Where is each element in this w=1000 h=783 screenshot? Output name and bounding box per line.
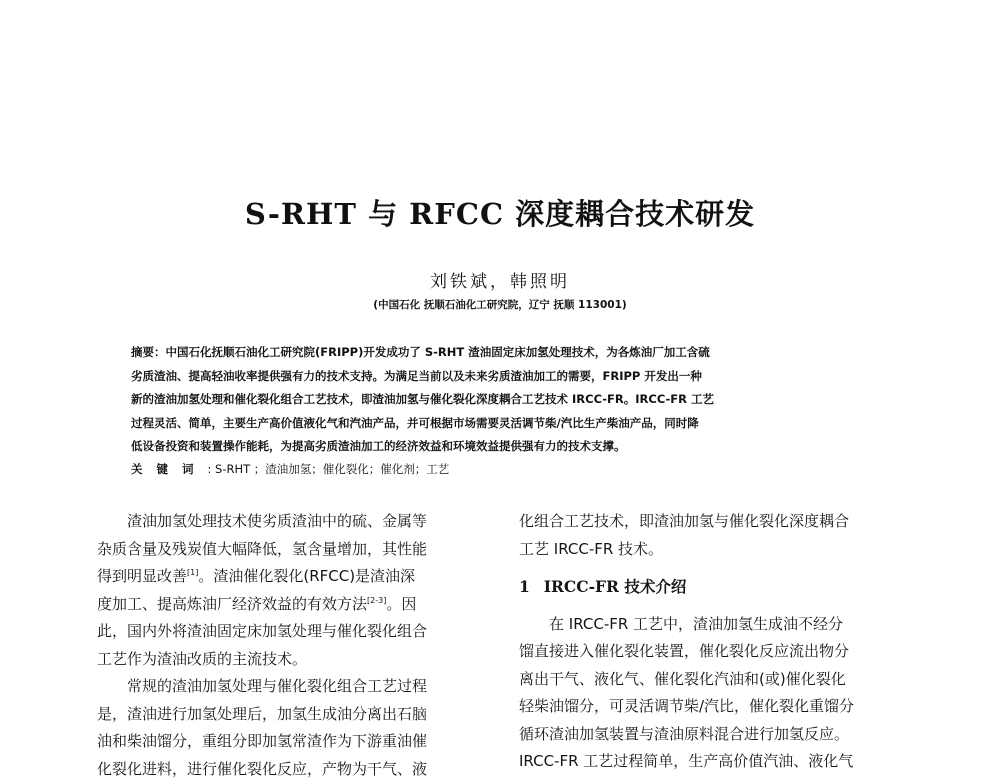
body-line: 在 IRCC-FR 工艺中，渣油加氢生成油不经分 xyxy=(519,611,909,639)
left-column xyxy=(97,508,481,783)
body-text: 。因 xyxy=(386,595,416,613)
authors: 刘铁斌，韩照明 xyxy=(0,267,1000,292)
body-line: 工艺 IRCC-FR 技术。 xyxy=(519,536,909,564)
body-text: 。渣油催化裂化(RFCC)是渣油深 xyxy=(198,567,415,585)
paper-title: S-RHT 与 RFCC 深度耦合技术研发 xyxy=(0,192,1000,233)
affiliation: (中国石化 抚顺石油化工研究院，辽宁 抚顺 113001) xyxy=(0,297,1000,312)
body-text: 度加工、提高炼油厂经济效益的有效方法 xyxy=(97,595,367,613)
section-heading xyxy=(519,573,909,601)
citation-ref: [2-3] xyxy=(367,596,386,605)
body-line: 循环渣油加氢装置与渣油原料混合进行加氢反应。 xyxy=(519,721,909,749)
abstract-line: 低设备投资和装置操作能耗，为提高劣质渣油加工的经济效益和环境效益提供强有力的技术支撑。 xyxy=(131,435,873,459)
keywords-label: 关键词 xyxy=(131,462,208,476)
section-number: 1 xyxy=(519,577,530,596)
body-line: 离出干气、液化气、催化裂化汽油和(或)催化裂化 xyxy=(519,666,909,694)
abstract-line: 新的渣油加氢处理和催化裂化组合工艺技术，即渣油加氢与催化裂化深度耦合工艺技术 IRCC-FR。IRCC-FR 工艺 xyxy=(131,388,873,412)
abstract xyxy=(131,341,873,459)
body-line: 化组合工艺技术，即渣油加氢与催化裂化深度耦合 xyxy=(519,508,909,536)
body-line: 渣油加氢处理技术使劣质渣油中的硫、金属等 xyxy=(97,508,481,536)
body-line xyxy=(97,563,481,591)
body-text: 得到明显改善 xyxy=(97,567,187,585)
section-title: IRCC-FR 技术介绍 xyxy=(544,577,687,596)
citation-ref: [1] xyxy=(187,568,198,577)
abstract-line: 劣质渣油、提高轻油收率提供强有力的技术支持。为满足当前以及未来劣质渣油加工的需要，FRIPP 开发出一种 xyxy=(131,365,873,389)
abstract-line: 摘要：中国石化抚顺石油化工研究院(FRIPP)开发成功了 S-RHT 渣油固定床加氢处理技术，为各炼油厂加工含硫 xyxy=(131,341,873,365)
right-column xyxy=(519,508,909,776)
body-line: 轻柴油馏分，可灵活调节柴/汽比，催化裂化重馏分 xyxy=(519,693,909,721)
body-line: 工艺作为渣油改质的主流技术。 xyxy=(97,646,481,674)
body-line: 此，国内外将渣油固定床加氢处理与催化裂化组合 xyxy=(97,618,481,646)
keywords xyxy=(131,458,873,481)
body-line: 是，渣油进行加氢处理后，加氢生成油分离出石脑 xyxy=(97,701,481,729)
body-line xyxy=(97,591,481,619)
body-line: 化裂化进料，进行催化裂化反应，产物为干气、液 xyxy=(97,756,481,783)
body-line: 杂质含量及残炭值大幅降低，氢含量增加，其性能 xyxy=(97,536,481,564)
body-line: 油和柴油馏分，重组分即加氢常渣作为下游重油催 xyxy=(97,728,481,756)
keywords-text: : S-RHT ；渣油加氢；催化裂化；催化剂；工艺 xyxy=(208,462,450,476)
body-line: 常规的渣油加氢处理与催化裂化组合工艺过程 xyxy=(97,673,481,701)
abstract-line: 过程灵活、简单，主要生产高价值液化气和汽油产品，并可根据市场需要灵活调节柴/汽比生产柴油产品，同时降 xyxy=(131,412,873,436)
body-line: IRCC-FR 工艺过程简单，生产高价值汽油、液化气 xyxy=(519,748,909,776)
body-line: 馏直接进入催化裂化装置，催化裂化反应流出物分 xyxy=(519,638,909,666)
